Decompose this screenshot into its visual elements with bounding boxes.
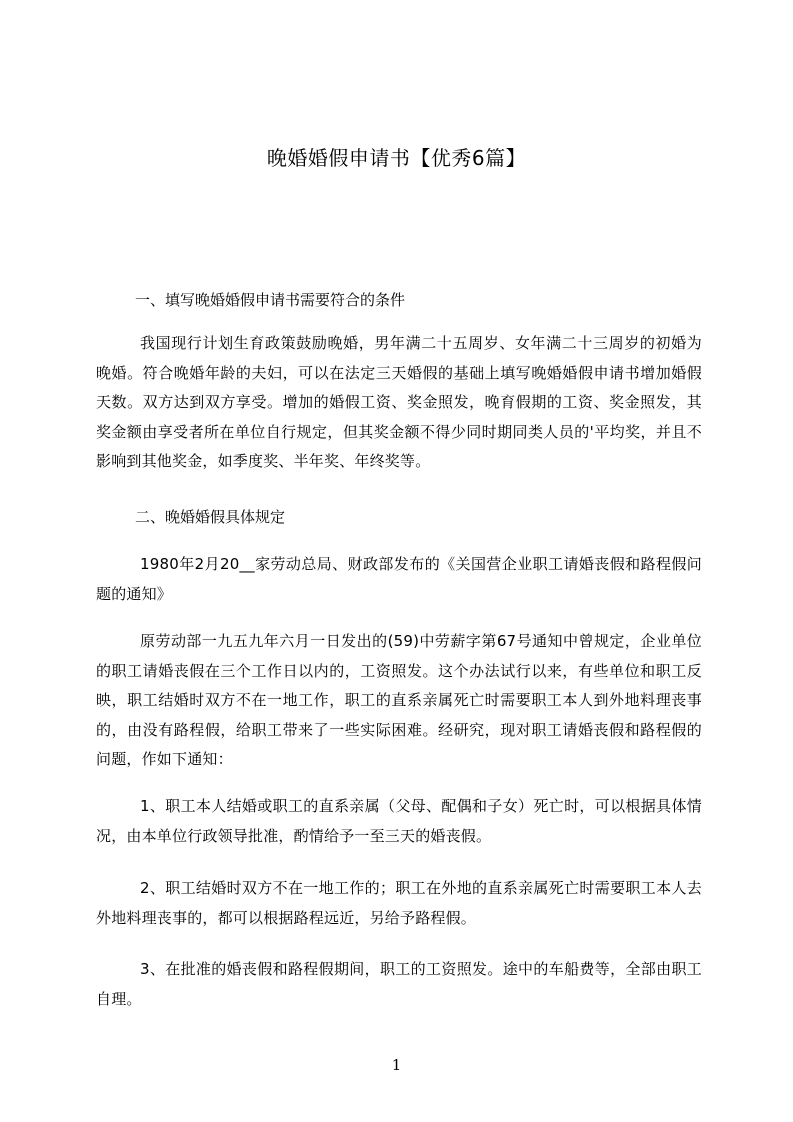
- page-number: 1: [391, 1056, 402, 1074]
- paragraph-notice-body: 原劳动部一九五九年六月一日发出的(59)中劳薪字第67号通知中曾规定，企业单位的职工请婚丧假在三个工作日以内的，工资照发。这个办法试行以来，有些单位和职工反映，职工结婚时双方不在一地工作，职工的直系亲属死亡时需要职工本人到外地料理丧事的，由没有路程假，给职工带来了一些实际困难。经研究，现对职工请婚丧假和路程假的问题，作如下通知：: [96, 632, 702, 768]
- list-item-rule-3: 3、在批准的婚丧假和路程假期间，职工的工资照发。途中的车船费等，全部由职工自理。: [96, 960, 702, 1008]
- document-title: 晚婚婚假申请书【优秀6篇】: [266, 146, 527, 170]
- list-item-rule-1: 1、职工本人结婚或职工的直系亲属（父母、配偶和子女）死亡时，可以根据具体情况，由本单位行政领导批准，酌情给予一至三天的婚丧假。: [96, 797, 702, 845]
- section-heading-conditions: 一、填写晚婚婚假申请书需要符合的条件: [135, 291, 406, 309]
- paragraph-notice-reference: 1980年2月20__家劳动总局、财政部发布的《关国营企业职工请婚丧假和路程假问题的通知》: [96, 555, 702, 603]
- section-heading-regulations: 二、晚婚婚假具体规定: [135, 508, 286, 526]
- list-item-rule-2: 2、职工结婚时双方不在一地工作的；职工在外地的直系亲属死亡时需要职工本人去外地料理丧事的，都可以根据路程远近，另给予路程假。: [96, 879, 702, 927]
- paragraph-conditions: 我国现行计划生育政策鼓励晚婚，男年满二十五周岁、女年满二十三周岁的初婚为晚婚。符合晚婚年龄的夫妇，可以在法定三天婚假的基础上填写晚婚婚假申请书增加婚假天数。双方达到双方享受。增加的婚假工资、奖金照发，晚育假期的工资、奖金照发，其奖金额由享受者所在单位自行规定，但其奖金额不得少同时期同类人员的'平均奖，并且不影响到其他奖金，如季度奖、半年奖、年终奖等。: [96, 334, 702, 470]
